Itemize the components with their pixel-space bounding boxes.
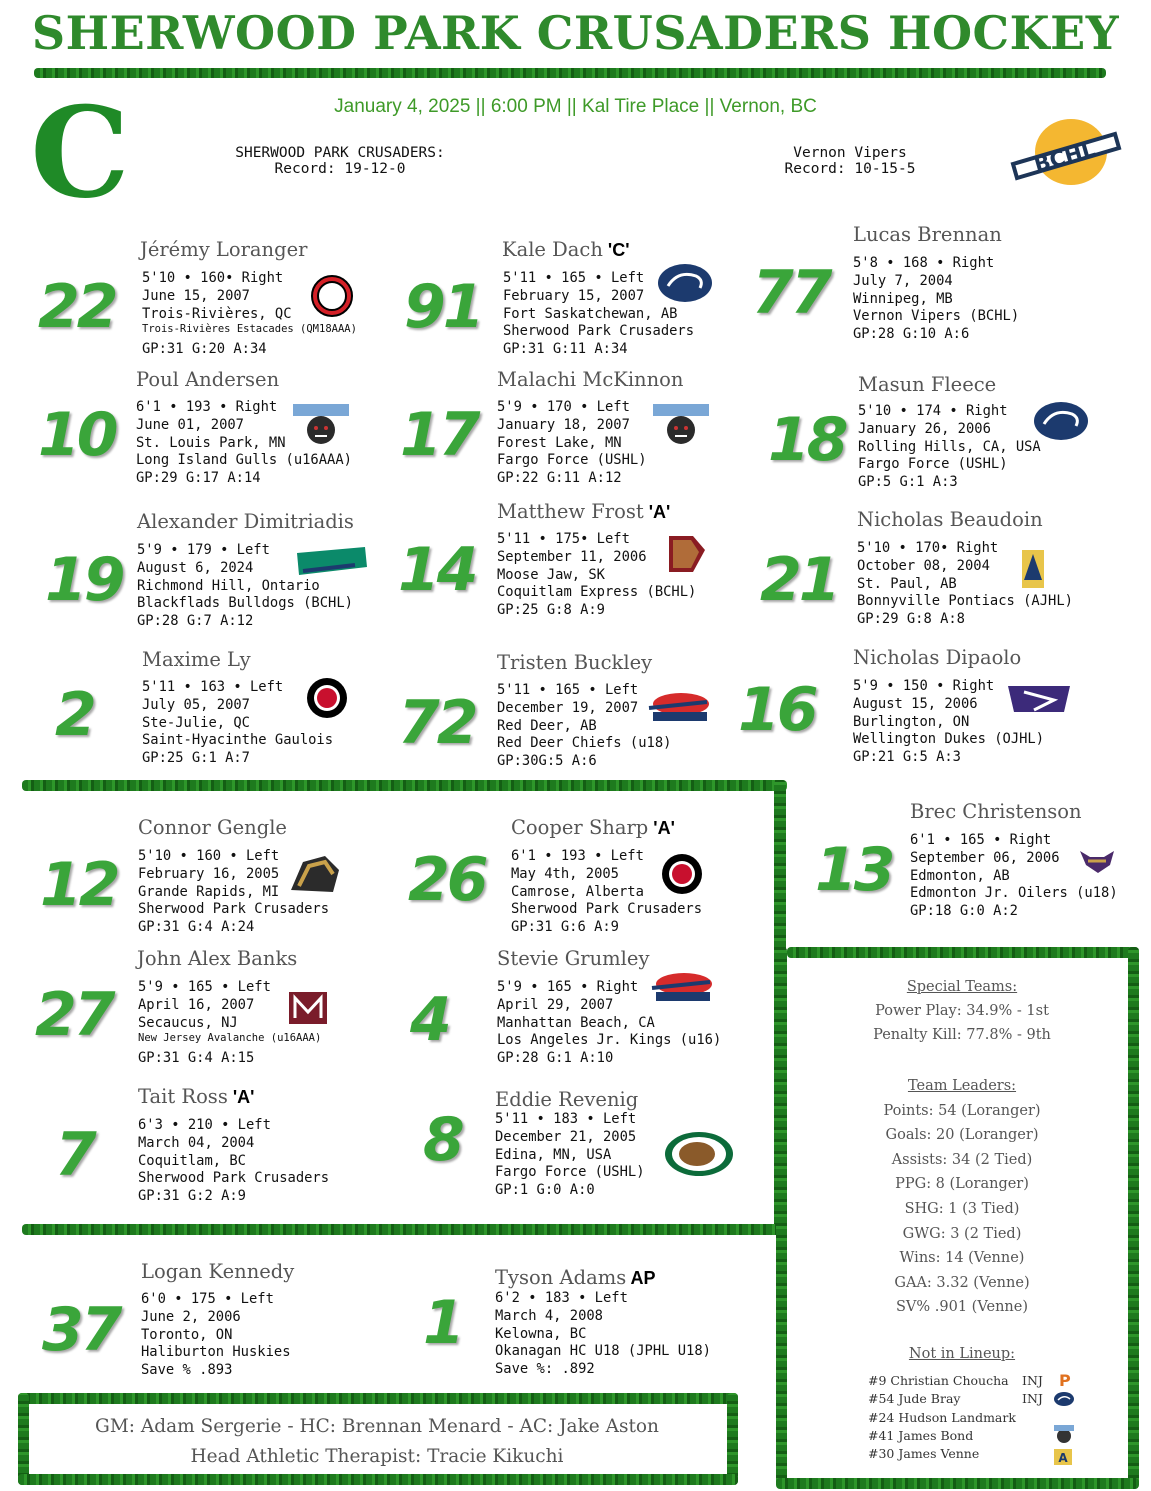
player-name-text: Connor Gengle <box>138 816 287 839</box>
player-detail: February 15, 2007 <box>503 287 645 304</box>
player-name-text: Tristen Buckley <box>497 651 653 674</box>
player-detail: 5'11 • 163 • Left <box>142 679 284 695</box>
not-in-lineup-status: INJ <box>1022 1373 1043 1388</box>
leader-points: Points: 54 (Loranger) <box>883 1102 1041 1119</box>
player-name-text: Poul Andersen <box>136 368 280 391</box>
not-in-lineup-status: INJ <box>1022 1391 1043 1406</box>
svg-text:C: C <box>30 96 130 208</box>
player-detail: GP:21 G:5 A:3 <box>853 749 961 766</box>
player-detail: GP:29 G:17 A:14 <box>136 470 261 487</box>
player-detail: Forest Lake, MN <box>497 434 622 451</box>
union-logo <box>660 852 704 896</box>
crusaders-logo <box>25 96 135 208</box>
player-name <box>497 651 652 674</box>
jersey-number: 2 <box>55 680 94 750</box>
player-detail: Bonnyville Pontiacs (AJHL) <box>857 593 1073 610</box>
player-detail: 5'9 • 165 • Left <box>138 979 271 995</box>
staff-line-1: GM: Adam Sergerie - HC: Brennan Menard - AC: Jake Aston <box>95 1416 659 1437</box>
player-name-text: Lucas Brennan <box>853 223 1002 246</box>
maine-logo <box>652 402 710 448</box>
air-force-icon <box>1050 1445 1076 1467</box>
player-name <box>136 368 279 391</box>
player-name <box>495 1266 656 1289</box>
player-name <box>138 816 287 839</box>
home-team-name: SHERWOOD PARK CRUSADERS: <box>235 145 445 161</box>
player-detail: 5'9 • 165 • Right <box>497 979 639 995</box>
player-name <box>497 500 670 523</box>
jersey-number: 10 <box>38 400 116 470</box>
player-detail: Long Island Gulls (u16AAA) <box>136 452 352 469</box>
player-name <box>142 648 251 671</box>
player-detail: GP:1 G:0 A:0 <box>495 1182 595 1199</box>
player-detail: January 18, 2007 <box>497 416 630 433</box>
maine-icon <box>1052 1424 1076 1444</box>
player-detail: 6'1 • 193 • Right <box>136 399 278 415</box>
player-name-text: Matthew Frost <box>497 500 644 523</box>
player-name <box>138 1085 254 1108</box>
player-name <box>495 1088 638 1111</box>
player-name <box>141 1260 294 1283</box>
player-detail: Haliburton Huskies <box>141 1344 291 1361</box>
away-team-name: Vernon Vipers <box>793 145 907 161</box>
player-name-text: Maxime Ly <box>142 648 251 671</box>
player-detail: September 06, 2006 <box>910 849 1060 866</box>
captain-tag: 'A' <box>227 1087 255 1107</box>
player-detail: GP:29 G:8 A:8 <box>857 611 965 628</box>
player-detail: 5'9 • 150 • Right <box>853 678 995 694</box>
minnesota-state-logo <box>1076 843 1118 875</box>
player-detail: Winnipeg, MB <box>853 290 953 307</box>
player-name-text: Logan Kennedy <box>141 1260 295 1283</box>
leader-shg: SHG: 1 (3 Tied) <box>904 1200 1020 1217</box>
jersey-number: 16 <box>738 675 816 745</box>
jersey-number: 4 <box>410 985 449 1055</box>
player-detail: Sherwood Park Crusaders <box>511 901 703 918</box>
player-detail: GP:5 G:1 A:3 <box>858 474 958 491</box>
penn-state-logo <box>1032 400 1090 442</box>
player-detail: GP:31 G:20 A:34 <box>142 341 267 358</box>
player-detail: Okanagan HC U18 (JPHL U18) <box>495 1343 711 1360</box>
player-detail: Save %: .892 <box>495 1361 595 1378</box>
omaha-logo <box>310 274 354 318</box>
player-detail: 5'9 • 179 • Left <box>137 542 270 558</box>
player-detail: Fort Saskatchewan, AB <box>503 305 678 322</box>
player-detail: September 11, 2006 <box>497 548 647 565</box>
player-detail: Toronto, ON <box>141 1326 233 1343</box>
player-detail: Sherwood Park Crusaders <box>503 323 695 340</box>
player-detail: Saint-Hyacinthe Gaulois <box>142 732 334 749</box>
player-detail: 6'1 • 165 • Right <box>910 832 1052 848</box>
player-detail: Manhattan Beach, CA <box>497 1014 655 1031</box>
player-name <box>497 368 683 391</box>
union-logo <box>305 676 349 720</box>
player-detail: 5'11 • 175• Left <box>497 531 630 547</box>
player-detail: 6'0 • 175 • Left <box>141 1291 274 1307</box>
jersey-number: 17 <box>400 400 478 470</box>
captain-tag: 'A' <box>648 818 675 838</box>
leader-ppg: PPG: 8 (Loranger) <box>895 1176 1029 1193</box>
player-detail: February 16, 2005 <box>138 865 280 882</box>
player-detail: 5'11 • 165 • Left <box>497 682 639 698</box>
player-detail: GP:31 G:2 A:9 <box>138 1188 246 1205</box>
player-detail: Camrose, Alberta <box>511 883 644 900</box>
player-detail: Rolling Hills, CA, USA <box>858 438 1041 455</box>
player-detail: New Jersey Avalanche (u16AAA) <box>138 1032 322 1045</box>
captain-tag: AP <box>626 1268 656 1288</box>
player-detail: Moose Jaw, SK <box>497 566 605 583</box>
jersey-number: 18 <box>768 405 846 475</box>
jersey-number: 22 <box>38 272 116 342</box>
special-teams-heading: Special Teams: <box>906 979 1018 995</box>
player-detail: June 15, 2007 <box>142 287 250 304</box>
not-in-lineup-item: #24 Hudson Landmark <box>868 1410 1016 1425</box>
leader-gwg: GWG: 3 (2 Tied) <box>902 1225 1022 1242</box>
jersey-number: 19 <box>45 545 123 615</box>
player-detail: March 04, 2004 <box>138 1134 255 1151</box>
leader-assists: Assists: 34 (2 Tied) <box>891 1151 1033 1168</box>
player-detail: Trois-Rivières Estacades (QM18AAA) <box>142 323 357 336</box>
air-force-logo <box>1018 548 1048 590</box>
umass-lowell-logo <box>645 690 711 724</box>
stats-box-bottom <box>776 1478 1139 1489</box>
player-detail: Vernon Vipers (BCHL) <box>853 308 1020 325</box>
penn-state-icon <box>1053 1391 1075 1407</box>
player-name <box>511 816 675 839</box>
page-title: SHERWOOD PARK CRUSADERS HOCKEY <box>31 6 1120 60</box>
player-detail: June 2, 2006 <box>141 1308 241 1325</box>
player-name-text: Alexander Dimitriadis <box>137 510 354 533</box>
team-leaders <box>787 1074 1137 1320</box>
player-detail: August 15, 2006 <box>853 695 978 712</box>
captain-tag: 'A' <box>643 502 671 522</box>
player-name <box>137 510 354 533</box>
jersey-number: 77 <box>752 258 830 328</box>
leader-goals: Goals: 20 (Loranger) <box>885 1127 1039 1144</box>
player-detail: Wellington Dukes (OJHL) <box>853 731 1045 748</box>
leader-wins: Wins: 14 (Venne) <box>899 1250 1025 1267</box>
not-in-lineup-item: #30 James Venne <box>868 1446 980 1461</box>
bemidji-logo <box>661 1128 737 1180</box>
player-detail: GP:31 G:4 A:24 <box>138 919 255 936</box>
player-detail: GP:25 G:1 A:7 <box>142 750 250 767</box>
player-name-text: Jérémy Loranger <box>140 238 308 261</box>
not-in-lineup-item: #41 James Bond <box>868 1428 974 1443</box>
player-detail: May 4th, 2005 <box>511 865 619 882</box>
player-detail: GP:31 G:11 A:34 <box>503 341 628 358</box>
player-detail: 5'8 • 168 • Right <box>853 255 995 271</box>
player-name-text: Eddie Revenig <box>495 1088 639 1111</box>
niagara-logo <box>1004 680 1074 718</box>
stats-box-left <box>776 947 787 1487</box>
player-detail: July 7, 2004 <box>853 272 953 289</box>
player-detail: Burlington, ON <box>853 713 970 730</box>
player-detail: 6'3 • 210 • Left <box>138 1117 271 1133</box>
player-detail: 6'2 • 183 • Left <box>495 1290 628 1306</box>
player-name <box>857 508 1043 531</box>
player-detail: 5'10 • 170• Right <box>857 540 999 556</box>
staff-box-right <box>727 1393 738 1485</box>
player-name-text: Malachi McKinnon <box>497 368 684 391</box>
player-detail: Save % .893 <box>141 1362 233 1379</box>
leader-sv-pct: SV% .901 (Venne) <box>896 1299 1028 1316</box>
player-detail: August 6, 2024 <box>137 559 254 576</box>
player-detail: Edina, MN, USA <box>495 1146 612 1163</box>
player-detail: Sherwood Park Crusaders <box>138 1170 330 1187</box>
player-detail: Los Angeles Jr. Kings (u16) <box>497 1032 722 1049</box>
player-detail: Grande Rapids, MI <box>138 883 280 900</box>
player-name-text: Stevie Grumley <box>497 947 650 970</box>
leader-gaa: GAA: 3.32 (Venne) <box>894 1274 1030 1291</box>
jersey-number: 37 <box>42 1295 120 1365</box>
player-name-text: Masun Fleece <box>858 373 997 396</box>
jersey-number: 1 <box>423 1288 462 1358</box>
maine-logo <box>292 402 350 448</box>
jersey-number: 12 <box>40 850 118 920</box>
penn-state-logo <box>656 262 714 304</box>
player-name-text: Tait Ross <box>138 1085 228 1108</box>
mercyhurst-logo <box>295 545 369 581</box>
special-teams-power-play: Power Play: 34.9% - 1st <box>875 1003 1049 1019</box>
staff-line-2: Head Athletic Therapist: Tracie Kikuchi <box>190 1446 564 1467</box>
princeton-icon <box>1056 1371 1074 1389</box>
player-detail: St. Louis Park, MN <box>136 434 286 451</box>
player-detail: 5'10 • 160• Right <box>142 270 284 286</box>
player-detail: Coquitlam Express (BCHL) <box>497 584 697 601</box>
player-detail: GP:31 G:4 A:15 <box>138 1050 255 1067</box>
svg-text:A: A <box>1058 1451 1068 1465</box>
staff-box-top <box>18 1393 738 1404</box>
defense-box-bottom <box>22 1224 787 1235</box>
player-detail: Richmond Hill, Ontario <box>137 577 320 594</box>
player-detail: St. Paul, AB <box>857 575 957 592</box>
player-name <box>910 800 1082 823</box>
player-detail: GP:22 G:11 A:12 <box>497 470 622 487</box>
player-detail: GP:25 G:8 A:9 <box>497 602 605 619</box>
player-detail: December 19, 2007 <box>497 699 639 716</box>
player-name <box>140 238 307 261</box>
player-name <box>853 223 1002 246</box>
boston-college-logo <box>663 530 711 578</box>
player-name-text: Kale Dach <box>502 238 603 261</box>
player-detail: 5'9 • 170 • Left <box>497 399 630 415</box>
player-detail: April 29, 2007 <box>497 996 614 1013</box>
player-name <box>497 947 649 970</box>
player-name-text: Nicholas Beaudoin <box>857 508 1043 531</box>
player-name <box>858 373 996 396</box>
away-team-block <box>760 145 940 177</box>
player-detail: Fargo Force (USHL) <box>497 452 647 469</box>
special-teams <box>787 975 1137 1047</box>
jersey-number: 27 <box>35 980 113 1050</box>
player-detail: April 16, 2007 <box>138 996 255 1013</box>
not-in-lineup-heading: Not in Lineup: <box>908 1346 1016 1362</box>
jersey-number: 14 <box>398 535 476 605</box>
jersey-number: 8 <box>423 1105 462 1175</box>
player-detail: GP:18 G:0 A:2 <box>910 903 1018 920</box>
player-detail: Fargo Force (USHL) <box>495 1164 645 1181</box>
player-detail: June 01, 2007 <box>136 416 244 433</box>
svg-text:BCHL: BCHL <box>1031 136 1099 178</box>
jersey-number: 91 <box>404 272 482 342</box>
player-detail: Red Deer Chiefs (u18) <box>497 735 672 752</box>
player-detail: Edmonton Jr. Oilers (u18) <box>910 885 1118 902</box>
player-name <box>853 646 1021 669</box>
away-team-record: Record: 10-15-5 <box>784 161 916 177</box>
player-detail: 5'11 • 183 • Left <box>495 1111 637 1127</box>
player-detail: GP:28 G:1 A:10 <box>497 1050 614 1067</box>
jersey-number: 72 <box>398 688 476 758</box>
bchl-logo <box>1005 112 1125 190</box>
player-detail: Edmonton, AB <box>910 867 1010 884</box>
umass-logo <box>287 988 329 1028</box>
player-name <box>502 238 629 261</box>
player-detail: 6'1 • 193 • Left <box>511 848 644 864</box>
player-name-text: Tyson Adams <box>495 1266 627 1289</box>
player-name <box>137 947 297 970</box>
jersey-number: 21 <box>760 545 838 615</box>
jersey-number: 26 <box>408 845 486 915</box>
player-name-text: John Alex Banks <box>137 947 298 970</box>
player-detail: Secaucus, NJ <box>138 1014 238 1031</box>
player-detail: Trois-Rivières, QC <box>142 305 292 322</box>
defense-box-top <box>22 780 787 791</box>
player-detail: Fargo Force (USHL) <box>858 456 1008 473</box>
player-name-text: Cooper Sharp <box>511 816 649 839</box>
player-name-text: Nicholas Dipaolo <box>853 646 1022 669</box>
lindenwood-logo <box>285 852 343 898</box>
player-name-text: Brec Christenson <box>910 800 1082 823</box>
player-detail: 5'11 • 165 • Left <box>503 270 645 286</box>
player-detail: Coquitlam, BC <box>138 1152 246 1169</box>
special-teams-penalty-kill: Penalty Kill: 77.8% - 9th <box>873 1027 1051 1043</box>
player-detail: 5'10 • 160 • Left <box>138 848 280 864</box>
game-info: January 4, 2025 || 6:00 PM || Kal Tire Place || Vernon, BC <box>334 96 817 117</box>
player-detail: Blackflads Bulldogs (BCHL) <box>137 595 353 612</box>
captain-tag: 'C' <box>602 240 630 260</box>
player-detail: March 4, 2008 <box>495 1307 603 1324</box>
not-in-lineup-item: #9 Christian Choucha <box>868 1373 1009 1388</box>
player-detail: GP:30G:5 A:6 <box>497 753 597 770</box>
player-detail: Kelowna, BC <box>495 1325 587 1342</box>
player-detail: GP:28 G:7 A:12 <box>137 613 254 630</box>
umass-lowell-logo <box>648 970 714 1004</box>
player-detail: January 26, 2006 <box>858 420 991 437</box>
player-detail: Ste-Julie, QC <box>142 714 250 731</box>
jersey-number: 7 <box>55 1120 94 1190</box>
player-detail: Sherwood Park Crusaders <box>138 901 330 918</box>
player-detail: GP:31 G:6 A:9 <box>511 919 619 936</box>
player-detail: December 21, 2005 <box>495 1128 637 1145</box>
staff-box-left <box>18 1393 29 1485</box>
title-underline <box>34 68 1106 78</box>
player-detail: 5'10 • 174 • Right <box>858 403 1008 419</box>
not-in-lineup-item: #54 Jude Bray <box>868 1391 961 1406</box>
svg-text:P: P <box>1059 1371 1071 1389</box>
stats-box-top <box>787 947 1139 958</box>
player-detail: Red Deer, AB <box>497 717 597 734</box>
team-leaders-heading: Team Leaders: <box>907 1078 1017 1094</box>
home-team-record: Record: 19-12-0 <box>274 161 406 177</box>
player-detail: GP:28 G:10 A:6 <box>853 326 970 343</box>
jersey-number: 13 <box>815 835 893 905</box>
player-detail: July 05, 2007 <box>142 696 250 713</box>
home-team-block <box>180 145 500 177</box>
player-detail: October 08, 2004 <box>857 557 990 574</box>
staff-box-bottom <box>18 1474 738 1485</box>
